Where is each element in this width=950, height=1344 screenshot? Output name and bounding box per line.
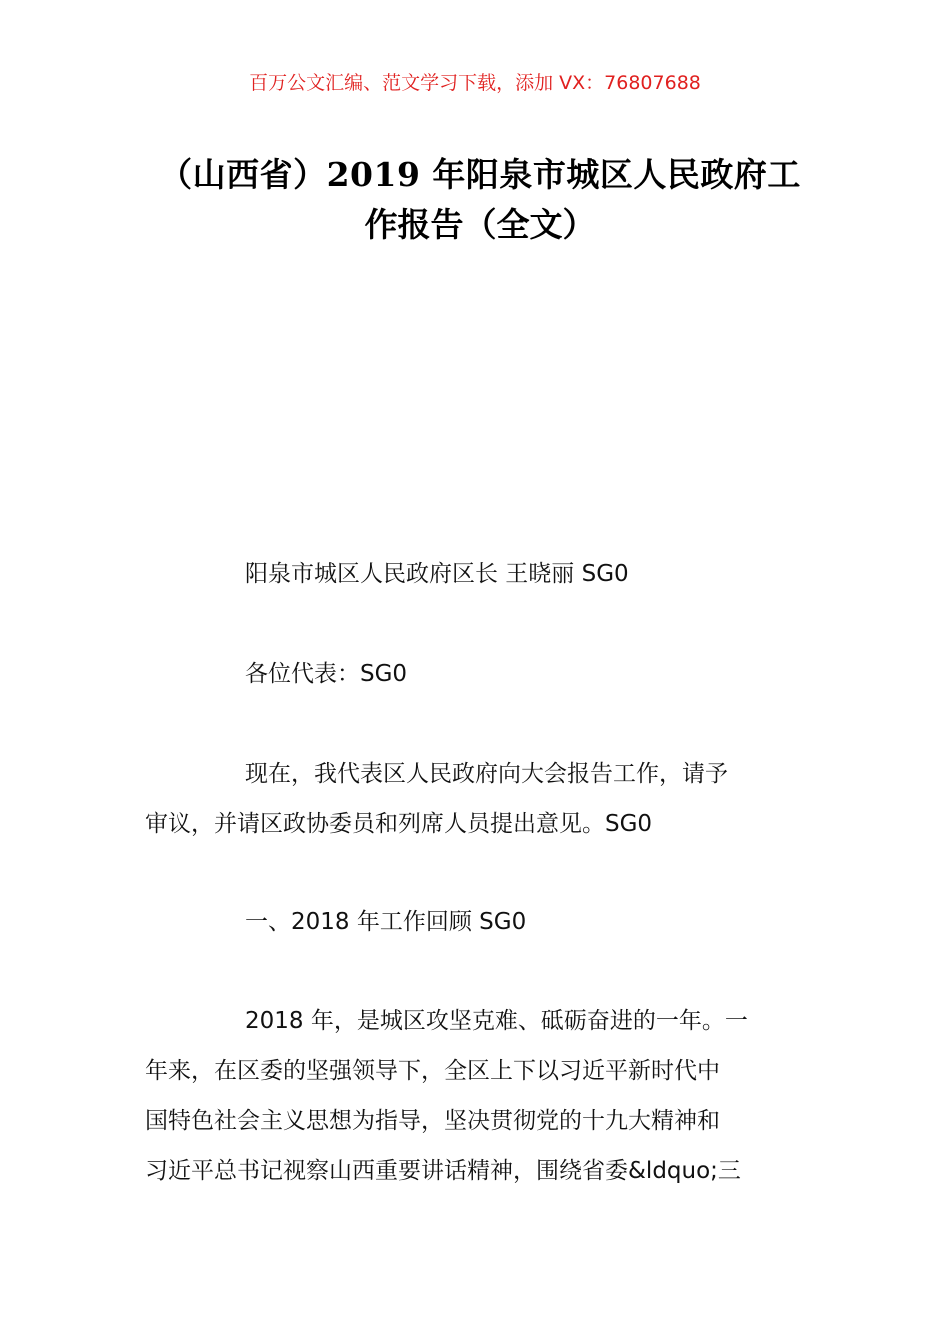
section-heading	[145, 897, 810, 947]
intro-line-2: 审议，并请区政协委员和列席人员提出意见。SG0	[145, 811, 653, 837]
section-heading-text: 一、2018 年工作回顾 SG0	[245, 909, 527, 935]
author-text: 阳泉市城区人民政府区长 王晓丽 SG0	[245, 561, 629, 587]
body-line-3: 国特色社会主义思想为指导，坚决贯彻党的十九大精神和	[145, 1108, 720, 1134]
author-paragraph	[145, 549, 810, 599]
title-line-1: （山西省）2019 年阳泉市城区人民政府工	[159, 155, 801, 194]
body-line-2: 年来，在区委的坚强领导下，全区上下以习近平新时代中	[145, 1058, 720, 1084]
intro-line-1	[145, 749, 810, 799]
watermark-header: 百万公文汇编、范文学习下载，添加 VX：76807688	[249, 72, 701, 94]
body-line-1-text: 2018 年，是城区攻坚克难、砥砺奋进的一年。一	[245, 1008, 748, 1034]
body-line-1	[145, 996, 810, 1046]
greeting-paragraph	[145, 649, 810, 699]
intro-paragraph	[145, 749, 810, 849]
intro-line-1-text: 现在，我代表区人民政府向大会报告工作，请予	[245, 761, 728, 787]
title-line-2: 作报告（全文）	[364, 205, 596, 244]
greeting-text: 各位代表：SG0	[245, 661, 408, 687]
body-line-4: 习近平总书记视察山西重要讲话精神，围绕省委&ldquo;三	[145, 1158, 741, 1184]
document-title	[140, 150, 820, 250]
body-paragraph	[145, 996, 810, 1196]
